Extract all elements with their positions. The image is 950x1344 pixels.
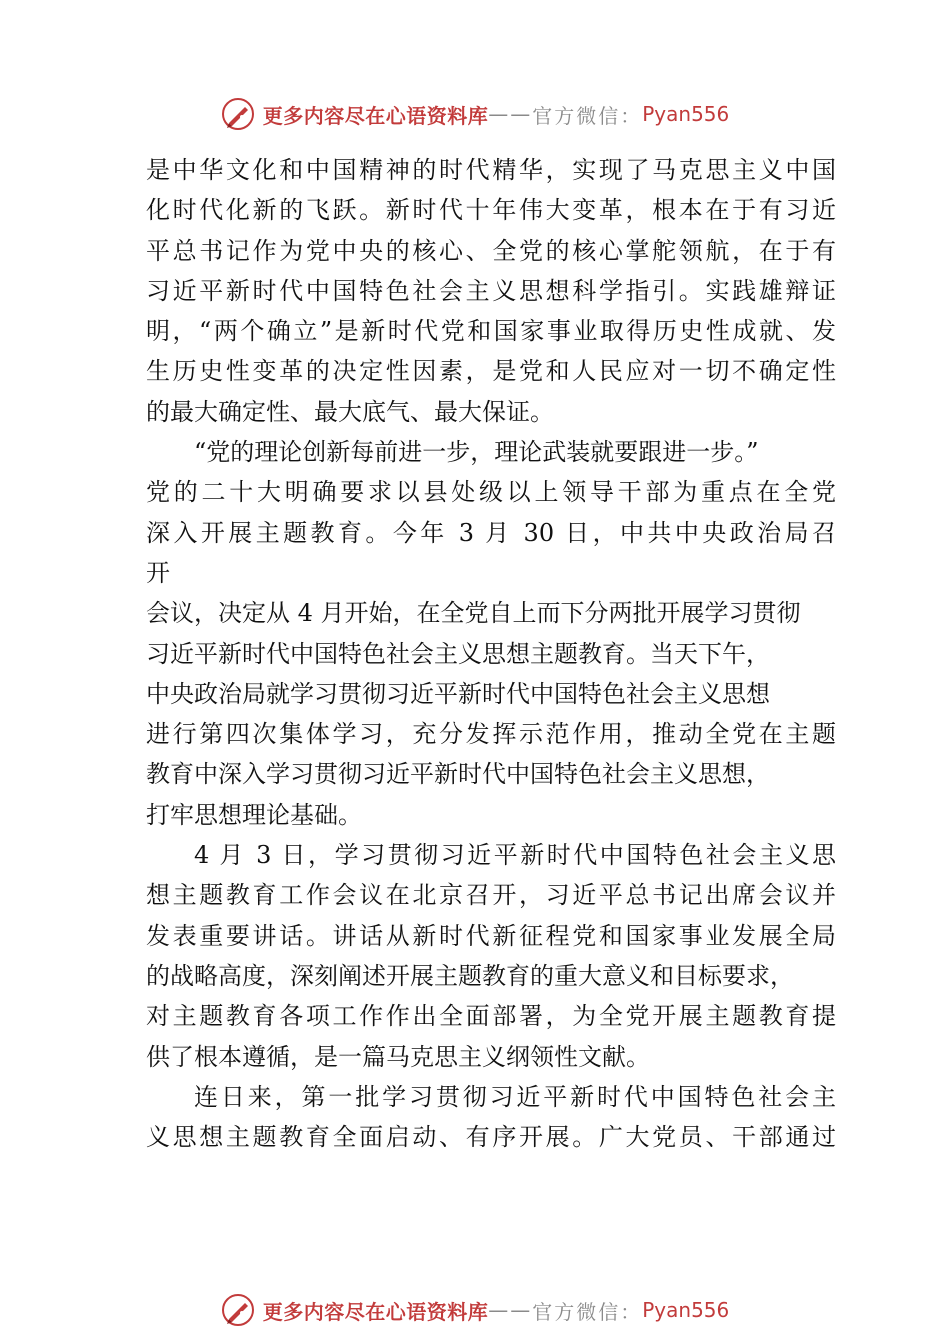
body-line: 开 — [146, 558, 170, 587]
body-line: 会议，决定从 4 月开始，在全党自上而下分两批开展学习贯彻 — [146, 599, 801, 628]
body-line: 4 月 3 日，学习贯彻习近平新时代中国特色社会主义思 — [194, 841, 836, 870]
body-line: 深入开展主题教育。今年 3 月 30 日，中共中央政治局召 — [146, 518, 836, 547]
pen-logo-icon — [221, 97, 255, 131]
body-line: 义思想主题教育全面启动、有序开展。广大党员、干部通过 — [146, 1123, 836, 1152]
body-line: 连日来，第一批学习贯彻习近平新时代中国特色社会主 — [194, 1082, 836, 1111]
body-line: 供了根本遵循，是一篇马克思主义纲领性文献。 — [146, 1042, 650, 1071]
watermark-main-text: 更多内容尽在心语资料库 — [262, 103, 489, 128]
body-line: 的战略高度，深刻阐述开展主题教育的重大意义和目标要求， — [146, 961, 794, 990]
body-line: 教育中深入学习贯彻习近平新时代中国特色社会主义思想， — [146, 760, 770, 789]
body-line: 习近平新时代中国特色社会主义思想科学指引。实践雄辩证 — [146, 276, 836, 305]
watermark-wechat-label: 官方微信： — [532, 103, 643, 128]
document-body — [146, 150, 836, 1157]
watermark-wechat-id: Pyan556 — [642, 1298, 730, 1322]
body-line: 发表重要讲话。讲话从新时代新征程党和国家事业发展全局 — [146, 921, 836, 950]
body-line: 对主题教育各项工作作出全面部署，为全党开展主题教育提 — [146, 1002, 836, 1031]
body-line: 是中华文化和中国精神的时代精华，实现了马克思主义中国 — [146, 156, 836, 184]
body-line: 党的二十大明确要求以县处级以上领导干部为重点在全党 — [146, 478, 836, 507]
body-line: 的最大确定性、最大底气、最大保证。 — [146, 397, 554, 426]
watermark-wechat-id: Pyan556 — [642, 102, 730, 126]
watermark-dash: —— — [488, 1298, 533, 1322]
body-line: 想主题教育工作会议在北京召开，习近平总书记出席会议并 — [146, 881, 836, 910]
body-line: 明，“两个确立”是新时代党和国家事业取得历史性成就、发 — [146, 317, 836, 346]
watermark-dash: —— — [488, 102, 533, 126]
body-line: 进行第四次集体学习，充分发挥示范作用，推动全党在主题 — [146, 720, 836, 749]
body-line: 习近平新时代中国特色社会主义思想主题教育。当天下午， — [146, 639, 770, 668]
body-line: 化时代化新的飞跃。新时代十年伟大变革，根本在于有习近 — [146, 196, 836, 225]
watermark-main-text: 更多内容尽在心语资料库 — [262, 1299, 489, 1324]
body-line: 打牢思想理论基础。 — [146, 800, 362, 829]
body-line: 生历史性变革的决定性因素，是党和人民应对一切不确定性 — [146, 357, 836, 386]
watermark-wechat-label: 官方微信： — [532, 1299, 643, 1324]
pen-logo-icon — [221, 1293, 255, 1327]
footer-watermark — [0, 1290, 950, 1330]
body-line: “党的理论创新每前进一步，理论武装就要跟进一步。” — [194, 438, 759, 467]
body-line: 中央政治局就学习贯彻习近平新时代中国特色社会主义思想 — [146, 679, 770, 708]
body-line: 平总书记作为党中央的核心、全党的核心掌舵领航，在于有 — [146, 236, 836, 265]
header-watermark — [0, 94, 950, 134]
